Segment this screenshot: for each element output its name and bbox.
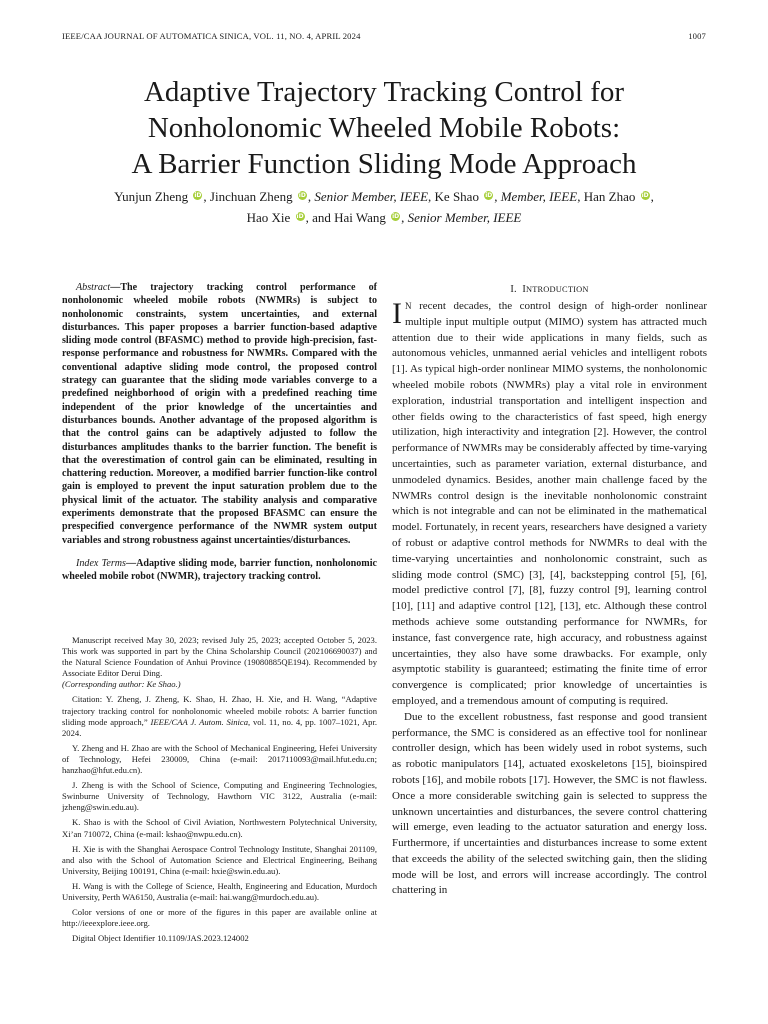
intro-paragraph-2: Due to the excellent robustness, fast response and good transient performance, the SMC is considered as an effective tool for nonlinear controller design, which has been widely used in robot systems, such as robotic manipulators [14], actuated exoskeletons [15], bioinspired robots [16], and mobile robots [17]. However, the SMC is not flawless. Once a more considerable switching gain is selected to suppress the unknown uncertainties and disturbances, the severe control chattering will emerge, even leading to the actuator saturation and energy loss. Furthermore, if uncertainties and disturbances increase to some extent that exceeds the ability of the selected switching gain, then the sliding mode will be lost, and errors will increase accordingly. The control chattering in [392, 710, 707, 897]
abstract: Abstract—The trajectory tracking control performance of nonholonomic wheeled mobile robots (NWMRs) is subject to nonholonomic constraints, system uncertainties, and external disturbances. This paper proposes a barrier function-based adaptive sliding mode control (BFASMC) method to provide high-precision, fast-response performance and robustness for NWMRs. Compared with the conventional adaptive sliding mode control, the proposed control strategy can guarantee that the sliding mode variables converge to a predefined neighborhood of origin with a predefined reaching time independent of the prior knowledge of the uncertainties and disturbances bounds. Another advantage of the proposed algorithm is that the control gains can be adaptively adjusted to follow the disturbances amplitudes thanks to the barrier function. The benefit is that the overestimation of control gain can be eliminated, resulting in chattering reduction. Moreover, a modified barrier function-like control gain is employed to prevent the input saturation problem due to the physical limit of the actuator. The stability analysis and comparative experiments demonstrate that the proposed BFASMC can ensure the prespecified convergence performance of the NWMR system output variables and strong robustness against uncertainties/disturbances. [62, 282, 377, 546]
author-role: Senior Member, IEEE [314, 189, 429, 204]
author-list [40, 186, 728, 228]
index-terms-text: Adaptive sliding mode, barrier function, nonholonomic wheeled mobile robot (NWMR), trajectory tracking control. [62, 557, 377, 583]
drop-cap: I [392, 297, 402, 330]
author-line-2: Hao Xie iD , and Hai Wang iD , Senior Member, IEEE [246, 210, 522, 225]
journal-header: IEEE/CAA JOURNAL OF AUTOMATICA SINICA, VOL. 11, NO. 4, APRIL 2024 [62, 31, 361, 41]
left-column [62, 281, 377, 584]
orcid-icon[interactable]: iD [296, 213, 304, 220]
index-terms: Index Terms—Adaptive sliding mode, barrier function, nonholonomic wheeled mobile robot (NWMR), trajectory tracking control. [62, 557, 377, 583]
affiliation-note: J. Zheng is with the School of Science, Computing and Engineering Technologies, Swinburne University of Technology, Hawthorn VIC 3122, Australia (e-mail: jzheng@swin.edu.au). [62, 780, 377, 813]
author-name: Hao Xie [246, 210, 291, 225]
affiliation-note: K. Shao is with the School of Civil Aviation, Northwestern Polytechnical University, Xi’an 710072, China (e-mail: kshao@nwpu.edu.cn). [62, 817, 377, 839]
section-heading-introduction: I. INTRODUCTION [510, 284, 589, 295]
orcid-icon[interactable]: iD [194, 192, 202, 199]
right-column [392, 283, 707, 899]
corresponding-author: (Corresponding author: Ke Shao.) [62, 679, 181, 690]
title-line-1: Adaptive Trajectory Tracking Control for [143, 76, 625, 108]
author-line-1: Yunjun Zheng iD , Jinchuan Zheng iD , Senior Member, IEEE, Ke Shao iD , Member, IEEE, Han Zhao iD , [114, 189, 654, 204]
citation-note: Citation: Y. Zheng, J. Zheng, K. Shao, H. Zhao, H. Xie, and H. Wang, “Adaptive trajectory tracking control for nonholonomic wheeled mobile robots: A barrier function sliding mode approach,” IEEE/CAA J. Autom. Sinica, vol. 11, no. 4, pp. 1007–1021, Apr. 2024. [62, 694, 377, 738]
manuscript-note: Manuscript received May 30, 2023; revised July 25, 2023; accepted October 5, 2023. This work was supported in part by the China Scholarship Council (202106690037) and the Natural Science Foundation of Anhui Province (19080885QE194). Recommended by Associate Editor Derui Ding. (Corresponding author: Ke Shao.) [62, 635, 377, 690]
abstract-label: Abstract [76, 282, 111, 293]
affiliation-note: H. Wang is with the College of Science, Health, Engineering and Education, Murdoch University, Perth WA6150, Australia (e-mail: hai.wang@murdoch.edu.au). [62, 880, 377, 902]
affiliation-note: H. Xie is with the Shanghai Aerospace Control Technology Institute, Shanghai 201109, and also with the School of Automation Science and Electrical Engineering, Beihang University, Beijing 100191, China (e-mail: hxie@swin.edu.au). [62, 843, 377, 876]
author-name: Hai Wang [334, 210, 386, 225]
index-terms-label: Index Terms [76, 557, 126, 569]
author-name: Jinchuan Zheng [209, 189, 293, 204]
title-line-2: Nonholonomic Wheeled Mobile Robots: [147, 112, 621, 144]
author-role: Member, IEEE [500, 189, 578, 204]
orcid-icon[interactable]: iD [392, 213, 400, 220]
author-role: Senior Member, IEEE [407, 210, 522, 225]
orcid-icon[interactable]: iD [298, 192, 306, 199]
orcid-icon[interactable]: iD [641, 192, 649, 199]
author-name: Yunjun Zheng [114, 189, 189, 204]
orcid-icon[interactable]: iD [485, 192, 493, 199]
paper-title [40, 74, 728, 182]
footnotes [62, 635, 377, 948]
author-name: Han Zhao [583, 189, 636, 204]
title-line-3: A Barrier Function Sliding Mode Approach [131, 148, 637, 180]
intro-paragraph-1: IN recent decades, the control design of high-order nonlinear multiple input multiple output (MIMO) system has attracted much attention due to their wide applications in many fields, such as autonomous vehicles, unmanned aerial vehicles and intelligent robots [1]. As typical high-order nonlinear MIMO systems, the nonholonomic wheeled mobile robots (NWMRs) play a vital role in environment exploration, industrial transportation and intelligent inspection and other fields owing to the characteristics of fast speed, high energy utilization, high interactivity and integration [2]. However, the control performance of NWMRs may be considerably affected by time-varying uncertainties, such as parameter variation, external disturbance, and unmodeled dynamics. Besides, another main challenge faced by the NWMRs control design is the inevitable nonholonomic constraint which is not integrable and can not be eliminated in the mathematical model. Fortunately, in recent years, researchers have designed a variety of robust or adaptive control methods for NWMRs to deal with the time-varying uncertainties and nonholonomic constraint, such as sliding mode control (SMC) [3], [4], backstepping control [5], [6], model predictive control [7], [8], fuzzy control [9], learning control [10], [11] and adaptive control [12], [13], etc. Although these control methods achieve some outstanding performance for NWMRs, for instance, fast convergence rate, high accuracy, and robustness against uncertainties, they also have some drawbacks. For example, only asymptotic stability is guaranteed; estimating the finite time of error convergence is complicated; prior knowledge of uncertainties is employed, and a tremendous amount of computing is required. [392, 297, 708, 707]
color-versions-note: Color versions of one or more of the figures in this paper are available online at http://ieeexplore.ieee.org. [62, 907, 377, 929]
abstract-text: The trajectory tracking control performance of nonholonomic wheeled mobile robots (NWMRs) is subject to nonholonomic constraints, system uncertainties, and external disturbances. This paper proposes a barrier function-based adaptive sliding mode control (BFASMC) method to provide high-precision, fast-response performance and robustness for NWMRs. Compared with the conventional adaptive sliding mode control, the proposed control strategy can guarantee that the sliding mode variables converge to a predefined neighborhood of origin with a predefined reaching time independent of the prior knowledge of the uncertainties and disturbances bounds. Another advantage of the proposed algorithm is that the control gains can be adaptively adjusted to follow the disturbances amplitudes thanks to the barrier function. The benefit is that the overestimation of control gain can be eliminated, resulting in chattering reduction. Moreover, a modified barrier function-like control gain is employed to prevent the input saturation problem due to the physical limit of the actuator. The stability analysis and comparative experiments demonstrate that the proposed BFASMC can ensure the prespecified convergence performance of the NWMR system output variables and strong robustness against uncertainties/disturbances. [62, 282, 377, 546]
author-name: Ke Shao [434, 189, 479, 204]
running-head [62, 31, 706, 45]
affiliation-note: Y. Zheng and H. Zhao are with the School of Mechanical Engineering, Hefei University of Technology, Hefei 230009, China (e-mail: 2017110093@mail.hfut.edu.cn; hanzhao@hfut.edu.cn). [62, 742, 377, 776]
doi-note[interactable]: Digital Object Identifier 10.1109/JAS.2023.124002 [72, 933, 249, 944]
page-number: 1007 [688, 31, 706, 41]
